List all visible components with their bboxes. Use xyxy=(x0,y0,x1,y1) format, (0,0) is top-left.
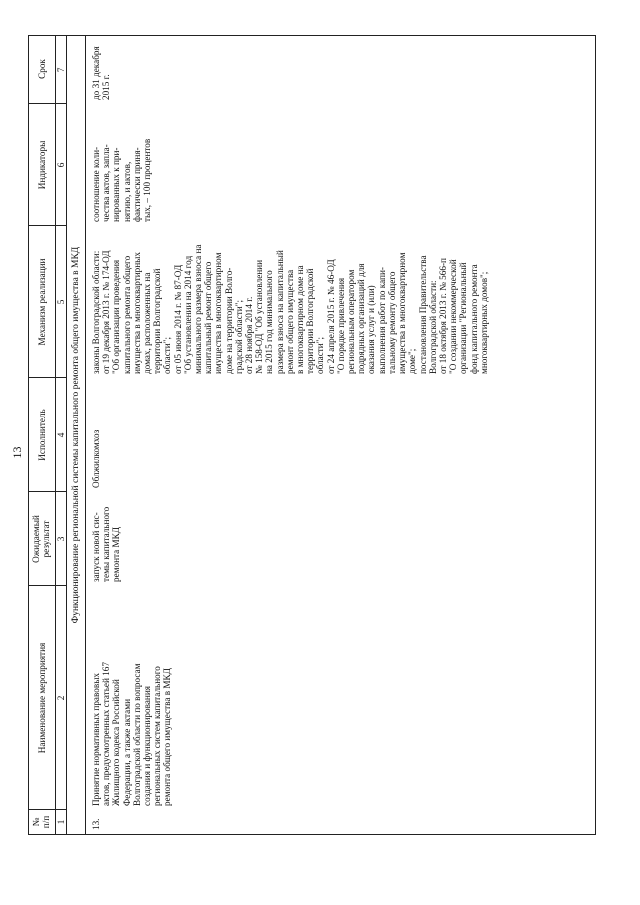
header-number: № п/п xyxy=(31,815,52,829)
row-activity: Принятие нормативных правовых актов, предусмотренных статьей 167 Жилищного кодекса Российской Федерации, а также актами Волгоградской области по вопросам создания и функционирования региональных систем капитального ремонта общего имущества в МКД xyxy=(91,662,173,806)
section-title: Функционирование региональной системы капитального ремонта общего имущества в МКД xyxy=(71,246,81,624)
row-indicators: соотношение коли- чества актов, запла- нированных к при- нятию, и актов, фактически приня- тых, – 100 процентов xyxy=(91,138,153,222)
row-executor: Облжилкомхоз xyxy=(91,429,101,488)
column-number: 5 xyxy=(56,299,66,305)
header-indicators: Индикаторы xyxy=(37,140,47,190)
header-result: Ожидаемый результат xyxy=(31,515,52,563)
row-number: 13. xyxy=(91,818,101,830)
column-number: 3 xyxy=(56,536,66,542)
column-number: 4 xyxy=(56,432,66,438)
column-number: 2 xyxy=(56,695,66,701)
header-activity: Наименование мероприятия xyxy=(37,642,47,754)
page-number: 13 xyxy=(10,446,24,459)
row-result: запуск новой сис- темы капитального ремонта МКД xyxy=(91,506,122,582)
section-divider xyxy=(85,36,86,834)
header-executor: Исполнитель xyxy=(37,409,47,461)
column-number: 7 xyxy=(56,67,66,73)
row-deadline: до 31 декабря 2015 г. xyxy=(91,46,112,100)
column-number: 6 xyxy=(56,162,66,168)
column-number: 1 xyxy=(56,819,66,825)
measures-table xyxy=(28,35,596,835)
header-deadline: Срок xyxy=(37,59,47,79)
header-mechanism: Механизм реализации xyxy=(37,258,47,346)
row-mechanism: законы Волгоградской области: от 19 декабря 2013 г. № 174-ОД "Об организации проведения капитального ремонта общего имущества в многоквартирных домах, расположенных на территории Волгоградской области"; от 05 июня 2014 г. № 87-ОД "Об установлении на 2014 год минимального размера взноса на капитальный ремонт общего имущества в многоквартирном доме на территории Волго- градской области"; от 28 ноября 2014 г. № 158-ОД "Об установлении на 2015 год минимального размера взноса на капитальный ремонт общего имущества в многоквартирном доме на территории Волгоградской области"; от 24 апреля 2015 г. № 46-ОД "О порядке привлечения региональным оператором подрядных организаций для оказания услуг и (или) выполнения работ по капи- тальному ремонту общего имущества в многоквартирном доме"; постановления Правительства Волгоградской области: от 18 октября 2013 г. № 566-п "О создании некоммерческой организации "Региональный фонд капитального ремонта многоквартирных домов"; xyxy=(91,244,489,374)
